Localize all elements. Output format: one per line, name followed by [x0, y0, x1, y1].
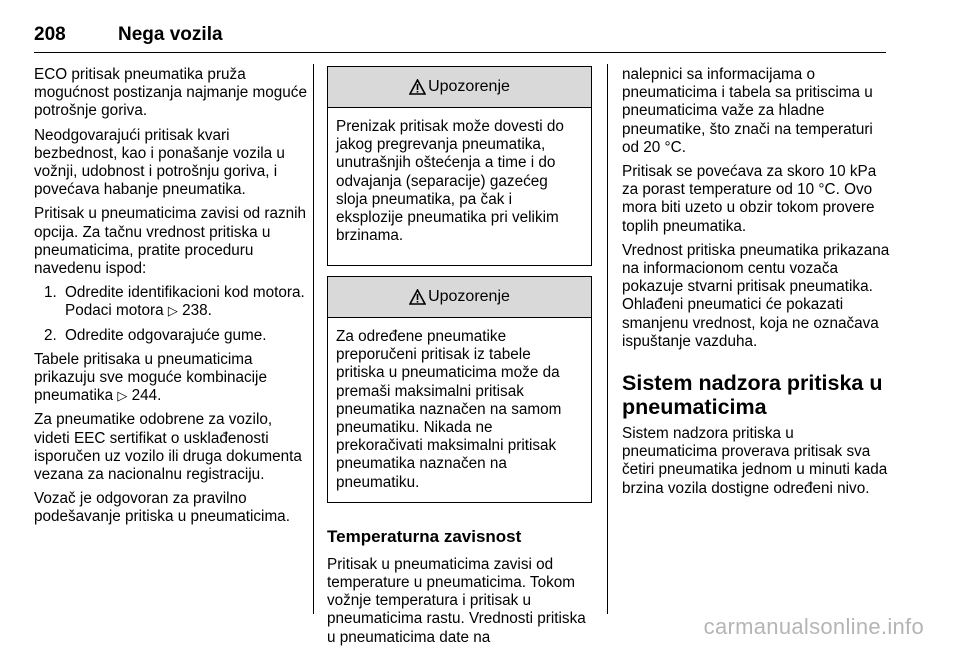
paragraph-tpms: Sistem nadzora pritiska u pneumaticima proverava pritisak sva četiri pneumatika jednom u minuti kada brzina vozila dostigne određeni nivo. — [622, 425, 888, 497]
step-1 — [61, 284, 309, 320]
warning-box-1-title: Upozorenje — [428, 78, 510, 95]
warning-box-2-header — [328, 277, 591, 318]
paragraph-temperature-dependence: Pritisak u pneumaticima zavisi od temperature u pneumaticima. Tokom vožnje temperatura i pritisak u pneumaticima rastu. Vrednosti pritiska u pneumaticima date na — [327, 555, 586, 646]
paragraph-driver-responsibility: Vozač je odgovoran za pravilno podešavanje pritiska u pneumaticima. — [34, 490, 290, 526]
paragraph-pressure-increase: Pritisak se povećava za skoro 10 kPa za porast temperature od 10 °C. Ovo mora biti uzeto u obzir tokom provere toplih pneumatika. — [622, 163, 877, 235]
column-1 — [34, 66, 309, 533]
page-reference-arrow-icon: ▷ — [167, 303, 178, 319]
column-divider-2 — [607, 64, 608, 614]
warning-2-text: Za određene pneumatike preporučeni pritisak iz tabele pritiska u pneumaticima može da premaši maksimalni pritisak pneumatika naznačen na samom pneumatiku. Nikada ne prekoračivati maksimalni pritisak pneumatika naznačen na pneumatiku. — [336, 328, 562, 491]
step-2 — [61, 327, 309, 345]
watermark: carmanualsonline.info — [703, 614, 924, 639]
warning-triangle-icon — [409, 79, 426, 95]
page-header — [34, 22, 886, 53]
paragraph-eco-pressure: ECO pritisak pneumatika pruža mogućnost postizanja najmanje moguće potrošnje goriva. — [34, 66, 307, 120]
column-3 — [622, 66, 892, 504]
warning-box-1 — [327, 66, 592, 266]
warning-1-text: Prenizak pritisak može dovesti do jakog pregrevanja pneumatika, unutrašnjih oštećenja a time i do odvajanja (separacije) gazećeg sloja pneumatika, pa čak i eksplozije pneumatika pri velikim brzinama. — [336, 118, 564, 245]
page-reference-arrow-icon: ▷ — [117, 388, 128, 404]
page-title: Nega vozila — [118, 24, 223, 45]
warning-box-2-title: Upozorenje — [428, 288, 510, 305]
page-number: 208 — [34, 24, 66, 45]
pressure-tables-text: Tabele pritisaka u pneumaticima prikazuju sve moguće kombinacije pneumatika — [34, 350, 267, 405]
paragraph-driver-info-centre: Vrednost pritiska pneumatika prikazana na informacionom centu vozača pokazuje stvarni pritisak pneumatika. Ohlađeni pneumatici će pokazati smanjenu vrednost, koja ne označava ispuštanje vazduha. — [622, 241, 890, 350]
warning-box-1-body — [328, 108, 591, 265]
step-1-text: Odredite identifikacioni kod motora. Podaci motora — [65, 284, 305, 320]
warning-box-2-body — [328, 318, 591, 502]
warning-box-1-header — [328, 67, 591, 108]
column-divider-1 — [313, 64, 314, 614]
paragraph-eec-certificate: Za pneumatike odobrene za vozilo, videti EEC sertifikat o usklađenosti isporučen uz vozilo ili druga dokumenta vezana za nacionalnu registraciju. — [34, 411, 302, 484]
paragraph-cold-tyres: nalepnici sa informacijama o pneumaticima i tabela sa pritiscima u pneumaticima važe za hladne pneumatike, što znači na temperaturi od 20 °C. — [622, 66, 873, 156]
pressure-tables-page-link[interactable]: 244. — [131, 387, 162, 405]
warning-triangle-icon — [409, 289, 426, 305]
temperature-subheading: Temperaturna zavisnost — [327, 526, 522, 546]
warning-box-2 — [327, 276, 592, 503]
paragraph-pressure-tables — [34, 351, 309, 406]
paragraph-incorrect-pressure: Neodgovarajući pritisak kvari bezbednost, kao i ponašanje vozila u vožnji, udobnost i potrošnju goriva, i povećava habanje pneumatika. — [34, 126, 285, 199]
step-1-page-link[interactable]: 238. — [182, 302, 212, 320]
column-2 — [327, 66, 592, 653]
procedure-steps — [34, 284, 309, 345]
tpms-section-heading: Sistem nadzora pritiska u pneumaticima — [622, 371, 883, 420]
step-2-text: Odredite odgovarajuće gume. — [65, 326, 267, 344]
paragraph-pressure-options: Pritisak u pneumaticima zavisi od raznih opcija. Za tačnu vrednost pritiska u pneumaticima, pratite proceduru navedenu ispod: — [34, 205, 307, 278]
